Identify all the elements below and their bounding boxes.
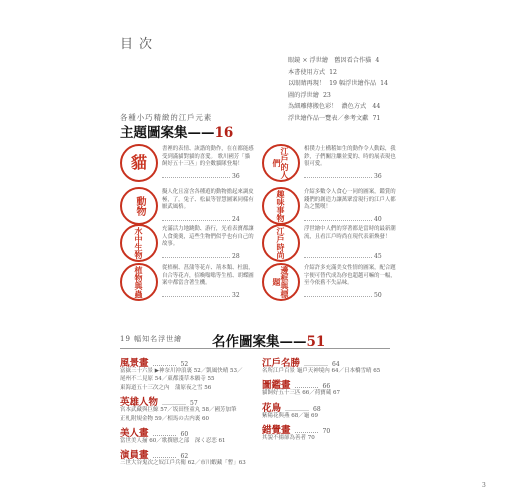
category-work-line: 三世大谷鬼次之奴江戶兵衛 62／市川蝦藏「暫」63 <box>120 460 246 467</box>
intro-item[interactable]: 圖的浮世繪 23 <box>288 91 331 99</box>
category-work-line: 尾州不二見原 54／東都淺草本願寺 55 <box>120 376 215 383</box>
category-name: 風景畫 <box>120 358 149 369</box>
category-name: 錯覺畫 <box>262 425 291 437</box>
section1-subtitle: 各種小巧精緻的江戶元素 <box>120 113 213 122</box>
category-page: 60 <box>180 431 189 438</box>
leader-line <box>162 220 230 221</box>
theme-stamp <box>262 263 300 301</box>
category-work-line: 宮本武藏與巨鯨 57／坂田怪童丸 58／國芳加筆 <box>120 407 237 414</box>
category-page: 52 <box>180 361 189 368</box>
category-name: 英雄人物 <box>120 397 159 409</box>
category-leader: ………… <box>294 383 319 391</box>
category-work-line: 其貌不揚卻為善者 70 <box>262 435 315 442</box>
category-name: 演員畫 <box>120 450 149 462</box>
theme-description: 從梧桐、菖蒲等花卉、荊本類、杜鵑，自合等花卉，招喚嗡嗡等生植、胡蝶圖案中都當含著生機。 <box>162 265 254 287</box>
category-name: 美人畫 <box>120 428 149 439</box>
category-work-line: 名所江戶百景 龜戶天神境內 64／日本橋雪晴 65 <box>262 368 381 374</box>
intro-list <box>288 55 428 125</box>
category-leader: ………… <box>285 405 310 413</box>
category-name: 圖鑑畫 <box>262 380 291 392</box>
category-leader: ………… <box>294 428 319 436</box>
theme-page-link[interactable]: 50 <box>374 292 382 299</box>
intro-item[interactable]: 為細雕傳搬色彩！ 濃色方式 44 <box>288 103 381 111</box>
category-work-line: 紫陽花與燕 68／龜 69 <box>262 412 318 419</box>
theme-page-link[interactable]: 32 <box>232 292 240 299</box>
leader-line <box>304 177 372 178</box>
leader-line <box>162 177 230 178</box>
theme-page-link[interactable]: 40 <box>374 216 382 223</box>
theme-stamp <box>120 144 158 182</box>
category-leader: ………… <box>152 361 177 368</box>
leader-line <box>304 257 372 258</box>
toc-title: 目次 <box>120 37 159 52</box>
category-leader: ………… <box>152 453 177 461</box>
leader-line <box>304 220 372 221</box>
theme-stamp <box>262 144 300 182</box>
intro-item[interactable]: 以眼睛再現！ 19 幅浮世繪作品 14 <box>288 80 388 88</box>
category-name: 江戶名勝 <box>262 358 301 369</box>
leader-line <box>162 257 230 258</box>
theme-description: 介紹多數令人食心一同的圖案，鑑賞的錢們的創造力讓萬眾當現行的江戶人都為之驚嘆！ <box>304 189 396 211</box>
stamp-label: 動物 <box>134 196 145 216</box>
theme-stamp <box>120 263 158 301</box>
category-page: 66 <box>322 383 331 391</box>
theme-page-link[interactable]: 36 <box>374 173 382 180</box>
theme-description: 浮世繪中人們的穿著都是當時的最新潮流，且看江戶時尚在現代表新煥發！ <box>304 226 396 240</box>
theme-description: 充滿活力地跳動、游行，光看表寶都讓人食羹羹，這些生物們似乎也有自己的故事。 <box>162 226 254 248</box>
section2-rule <box>120 348 390 349</box>
theme-stamp <box>120 224 158 262</box>
intro-item[interactable]: 本書使用方式 12 <box>288 68 337 76</box>
category-page: 64 <box>332 361 340 368</box>
category-leader: ………… <box>304 361 329 368</box>
stamp-label: 貓 <box>130 153 147 172</box>
category-name: 花鳥 <box>262 402 282 414</box>
category-page: 62 <box>180 453 189 461</box>
section1-title: 主題圖案集——16 <box>120 125 234 141</box>
theme-stamp <box>120 187 158 225</box>
category-page: 68 <box>313 405 321 413</box>
page-number: 3 <box>482 482 486 489</box>
theme-page-link[interactable]: 28 <box>232 253 240 260</box>
stamp-label: 江戶的人們 <box>272 147 290 179</box>
stamp-label: 江戶時尚 <box>276 227 286 259</box>
theme-stamp <box>262 224 300 262</box>
theme-stamp <box>262 187 300 225</box>
leader-line <box>304 296 372 297</box>
section2-title: 名作圖案集——51 <box>212 334 326 350</box>
section2-label: 19 幅知名浮世繪 <box>120 335 183 343</box>
category-work-line: 富嶽三十六景 ▶神奈川沖浪裏 52／凱風快晴 53／ <box>120 368 243 374</box>
category-work-line: 正札附規金物 59／相馬の古内裏 60 <box>120 415 209 422</box>
category-page: 57 <box>190 400 198 408</box>
leader-line <box>162 296 230 297</box>
stamp-label: 趣味事物 <box>276 190 286 222</box>
intro-item[interactable]: 眼鏡 × 浮世繪 舊因看合作貓 4 <box>288 57 380 64</box>
theme-description: 介紹許多充滿美女性情的圖案，配合題字便可替代成為你也超越可嘛的一幅，至今依舊不失品味。 <box>304 265 396 287</box>
theme-description: 相撲力士構稽如生的動作令人動踪，我鈔，子們關注繼並愛的、時的展表現也很可愛。 <box>304 146 396 168</box>
theme-page-link[interactable]: 24 <box>232 216 240 223</box>
category-work-line: 貓飼好五十三匹 66／荷寶蔵 67 <box>262 390 340 397</box>
theme-description: 擬人化且富含各種遊的動物擔起來調皮極，了，兔子、松鼠等智慧圖案同樣有厭武風格。 <box>162 189 254 211</box>
category-leader: ………… <box>162 400 187 408</box>
stamp-label: 植物與蟲 <box>134 266 144 298</box>
theme-page-link[interactable]: 45 <box>374 253 382 260</box>
stamp-label: 邊框與標題 <box>272 266 290 298</box>
category-work-line: 東海道五十三次之內 蒲原夜之雪 56 <box>120 384 212 391</box>
category-page: 70 <box>322 428 331 436</box>
theme-description: 書裡的表情、詼諧的動作，在在都能感受到滿貓對貓的喜愛。 歌川國芳「貓飼好五十三匹」的全數貓隊登場！ <box>162 146 254 168</box>
category-work-line: 當世美人揃 60／歌撰戀之部 深く忍恋 61 <box>120 438 226 444</box>
theme-page-link[interactable]: 36 <box>232 173 240 180</box>
category-leader: ………… <box>152 431 177 438</box>
stamp-label: 水中生物 <box>134 227 144 259</box>
intro-item[interactable]: 浮世繪作品一覽表／參考文獻 71 <box>288 114 381 122</box>
